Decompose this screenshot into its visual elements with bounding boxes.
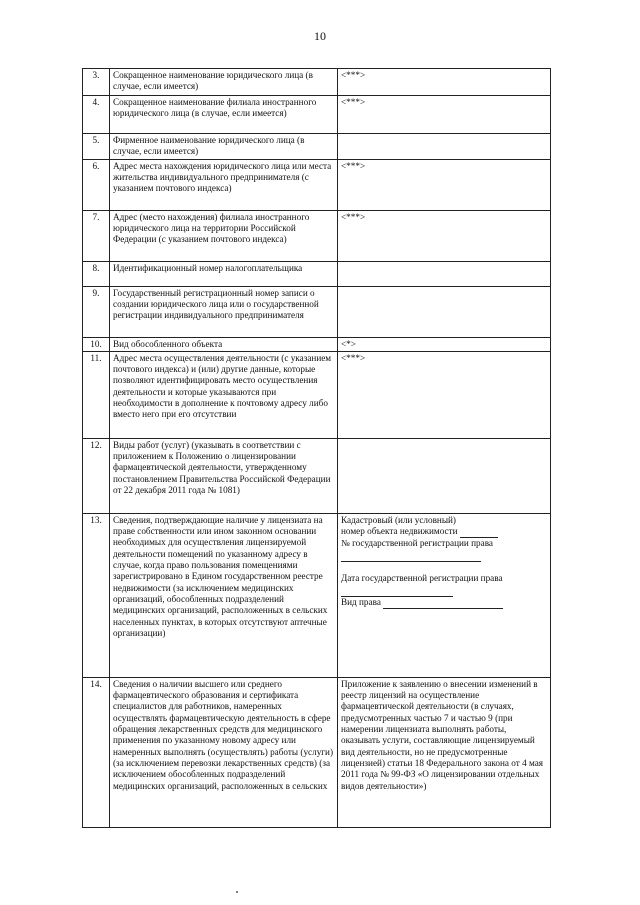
right-type-label: Вид права [341, 596, 381, 607]
table-row [83, 438, 551, 513]
row-description: Сведения, подтверждающие наличие у лицензиата на праве собственности или ином законном основании необходимых для осуществления лицензируемой деятельности помещений по указанному адресу в случае, когда право пользования помещениями зарегистрировано в Едином государственном реестре недвижимости (за исключением медицинских организаций, обособленных подразделений медицинских организаций, расположенных в сельских населенных пунктах, в которых отсутствуют аптечные организации) [110, 513, 338, 677]
row-number: 6. [83, 159, 110, 210]
row-value-property [338, 513, 551, 677]
row-value: <***> [338, 69, 551, 96]
row-number: 9. [83, 286, 110, 337]
table-row [83, 210, 551, 261]
page-number: 10 [314, 29, 326, 43]
row-number: 7. [83, 210, 110, 261]
table-row [83, 261, 551, 286]
row-number: 11. [83, 351, 110, 438]
row-value: <***> [338, 210, 551, 261]
table-row [83, 96, 551, 134]
row-description: Государственный регистрационный номер записи о создании юридического лица или о государственной регистрации индивидуального предпринимателя [110, 286, 338, 337]
scan-speck [236, 891, 238, 893]
row-number: 5. [83, 134, 110, 160]
row-description: Адрес (место нахождения) филиала иностранного юридического лица на территории Российской Федерации (с указанием почтового индекса) [110, 210, 338, 261]
row-number: 14. [83, 677, 110, 827]
table-row [83, 677, 551, 827]
right-type-blank [383, 597, 503, 609]
row-number: 8. [83, 261, 110, 286]
row-value: <*> [338, 337, 551, 351]
row-number: 10. [83, 337, 110, 351]
table-row [83, 513, 551, 677]
table-row [83, 337, 551, 351]
row-value: <***> [338, 96, 551, 134]
row-description: Виды работ (услуг) (указывать в соответствии с приложением к Положению о лицензировании фармацевтической деятельности, утвержденному постановлением Правительства Российской Федерации от 22 декабря 2011 года № 1081) [110, 438, 338, 513]
registration-date-blank [341, 584, 453, 596]
table-row [83, 286, 551, 337]
table-row [83, 134, 551, 160]
registration-date-label: Дата государственной регистрации права [341, 573, 503, 584]
table-row [83, 351, 551, 438]
row-number: 12. [83, 438, 110, 513]
row-value [338, 261, 551, 286]
registration-number-blank [341, 550, 481, 562]
row-description: Сокращенное наименование филиала иностранного юридического лица (в случае, если имеется) [110, 96, 338, 134]
license-form-table [82, 68, 551, 828]
row-description: Вид обособленного объекта [110, 337, 338, 351]
row-number: 3. [83, 69, 110, 96]
cadastral-number-blank [460, 526, 498, 538]
cadastral-number-label: номер объекта недвижимости [341, 526, 458, 537]
table-row [83, 69, 551, 96]
row-description: Адрес места нахождения юридического лица или места жительства индивидуального предпринимателя (с указанием почтового индекса) [110, 159, 338, 210]
row-number: 13. [83, 513, 110, 677]
row-value [338, 286, 551, 337]
row-description: Сокращенное наименование юридического лица (в случае, если имеется) [110, 69, 338, 96]
table-row [83, 159, 551, 210]
row-value [338, 134, 551, 160]
row-description: Фирменное наименование юридического лица (в случае, если имеется) [110, 134, 338, 160]
row-value: Приложение к заявлению о внесении изменений в реестр лицензий на осуществление фармацевтической деятельности (в случаях, предусмотренных частью 7 и частью 9 (при намерении лицензиата выполнять работы, оказывать услуги, составляющие лицензируемый вид деятельности, но не предусмотренные лицензией) статьи 18 Федерального закона от 4 мая 2011 года № 99-ФЗ «О лицензировании отдельных видов деятельности») [338, 677, 551, 827]
row-value: <***> [338, 159, 551, 210]
cadastral-label: Кадастровый (или условный) [341, 514, 456, 525]
row-value: <***> [338, 351, 551, 438]
row-description: Идентификационный номер налогоплательщика [110, 261, 338, 286]
row-description: Сведения о наличии высшего или среднего фармацевтического образования и сертификата специалистов для работников, намеренных осуществлять фармацевтическую деятельность в сфере обращения лекарственных средств для медицинского применения по указанному новому адресу или намеренных выполнять (осуществлять) работы (услуги) (за исключением перевозки лекарственных средств) (за исключением обособленных подразделений медицинских организаций, расположенных в сельских [110, 677, 338, 827]
row-number: 4. [83, 96, 110, 134]
row-description: Адрес места осуществления деятельности (с указанием почтового индекса) и (или) другие данные, которые позволяют идентифицировать место осуществления деятельности и которые указываются при необходимости в дополнение к почтовому адресу либо вместо него при его отсутствии [110, 351, 338, 438]
row-value [338, 438, 551, 513]
registration-number-label: № государственной регистрации права [341, 538, 494, 549]
